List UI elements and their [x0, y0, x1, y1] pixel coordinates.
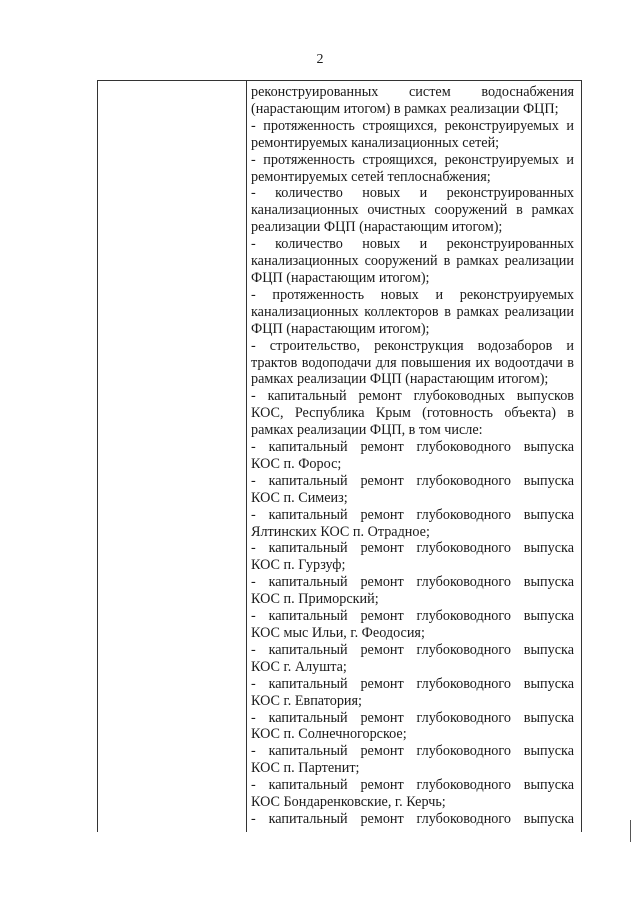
table-right-cell: [251, 84, 574, 828]
text-line: КОС мыс Ильи, г. Феодосия;: [251, 625, 425, 641]
text-line: канализационных сооружений в рамках реализации: [251, 253, 574, 270]
text-line: КОС, Республика Крым (готовность объекта) в: [251, 405, 574, 422]
text-line: КОС г. Евпатория;: [251, 692, 362, 709]
text-line: - протяженность новых и реконструируемых: [251, 286, 574, 303]
text-line: трактов водоподачи для повышения их водоотдачи в: [251, 354, 574, 371]
text-line: ремонтируемых сетей теплоснабжения;: [251, 168, 491, 185]
text-line: (нарастающим итогом) в рамках реализации ФЦП;: [251, 100, 559, 117]
text-line: - капитальный ремонт глубоководного выпуска: [251, 810, 574, 827]
document-table: [97, 80, 582, 832]
text-line: - капитальный ремонт глубоководного выпуска: [251, 777, 574, 794]
text-line: - протяженность строящихся, реконструируемых и: [251, 117, 574, 134]
page-number: 2: [316, 52, 324, 67]
text-line: - капитальный ремонт глубоководных выпусков: [251, 388, 574, 405]
text-line: КОС Бондаренковские, г. Керчь;: [251, 794, 446, 811]
text-line: канализационных коллекторов в рамках реализации: [251, 303, 574, 320]
text-line: - капитальный ремонт глубоководного выпуска: [251, 439, 574, 456]
text-line: - количество новых и реконструированных: [251, 185, 574, 202]
text-line: - количество новых и реконструированных: [251, 236, 574, 253]
text-line: - капитальный ремонт глубоководного выпуска: [251, 540, 574, 557]
text-line: - капитальный ремонт глубоководного выпуска: [251, 574, 574, 591]
text-line: ремонтируемых канализационных сетей;: [251, 134, 500, 151]
text-line: КОС п. Солнечногорское;: [251, 726, 407, 743]
text-line: КОС п. Приморский;: [251, 591, 379, 608]
text-line: Ялтинских КОС п. Отрадное;: [251, 523, 430, 540]
text-line: - капитальный ремонт глубоководного выпуска: [251, 641, 574, 658]
text-line: ФЦП (нарастающим итогом);: [251, 269, 430, 286]
text-line: - капитальный ремонт глубоководного выпуска: [251, 608, 574, 625]
text-line: КОС п. Симеиз;: [251, 489, 348, 506]
text-line: канализационных очистных сооружений в рамках: [251, 202, 574, 219]
text-line: КОС п. Форос;: [251, 455, 342, 472]
text-line: - строительство, реконструкция водозаборов и: [251, 337, 574, 354]
text-line: - капитальный ремонт глубоководного выпуска: [251, 506, 574, 523]
text-line: КОС п. Партенит;: [251, 760, 360, 777]
text-line: - капитальный ремонт глубоководного выпуска: [251, 675, 574, 692]
text-line: КОС г. Алушта;: [251, 658, 347, 675]
text-line: реализации ФЦП (нарастающим итогом);: [251, 219, 503, 236]
text-line: рамках реализации ФЦП, в том числе:: [251, 422, 483, 439]
scan-margin-mark: [630, 820, 631, 842]
text-line: КОС п. Гурзуф;: [251, 557, 346, 574]
text-line: реконструированных систем водоснабжения: [251, 84, 574, 100]
text-line: - протяженность строящихся, реконструируемых и: [251, 151, 574, 168]
text-line: ФЦП (нарастающим итогом);: [251, 320, 430, 337]
text-line: - капитальный ремонт глубоководного выпуска: [251, 472, 574, 489]
table-left-cell: [98, 81, 246, 832]
text-line: - капитальный ремонт глубоководного выпуска: [251, 709, 574, 726]
column-divider: [246, 81, 247, 832]
text-line: рамках реализации ФЦП (нарастающим итогом);: [251, 371, 549, 388]
text-line: - капитальный ремонт глубоководного выпуска: [251, 743, 574, 760]
